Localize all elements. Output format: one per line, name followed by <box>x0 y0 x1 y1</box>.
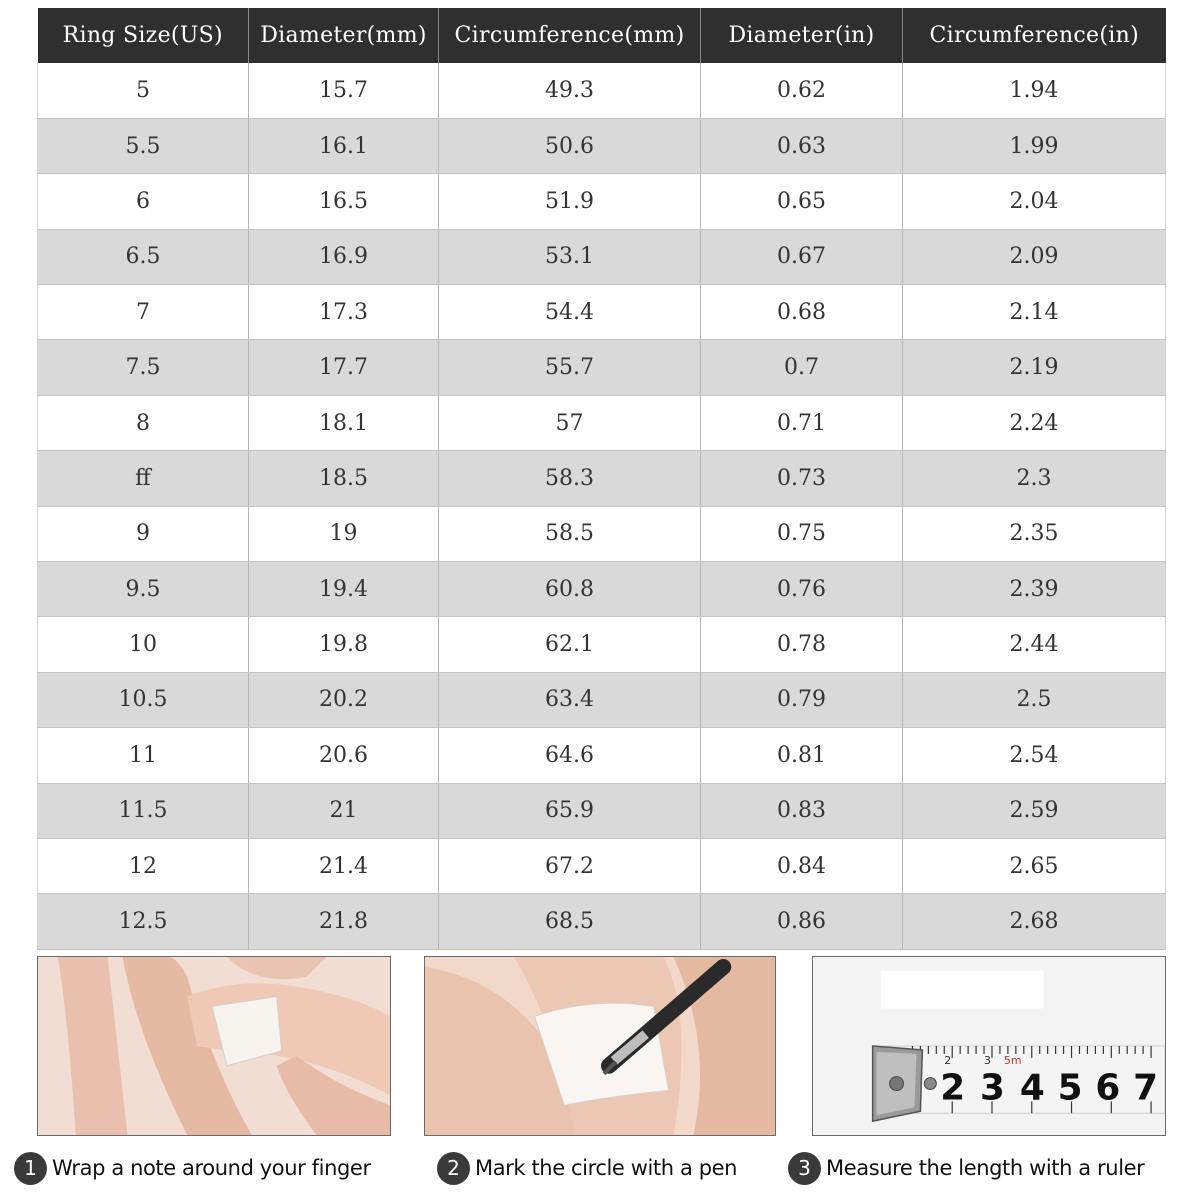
tape-digit: 3 <box>980 1067 1005 1109</box>
header-diameter-in: Diameter(in) <box>701 8 903 63</box>
cell-diameter-mm: 16.9 <box>249 229 439 284</box>
table-row <box>38 229 1166 284</box>
cell-diameter-in: 0.63 <box>701 118 903 173</box>
cell-diameter-in: 0.84 <box>701 838 903 893</box>
cell-circumference-in: 2.5 <box>903 672 1166 727</box>
table-row <box>38 506 1166 561</box>
table-row <box>38 285 1166 340</box>
tape-digit: 4 <box>1019 1067 1045 1109</box>
table-row <box>38 783 1166 838</box>
cell-ring-size: 5 <box>38 63 249 118</box>
cell-diameter-in: 0.68 <box>701 285 903 340</box>
step-2-photo <box>424 956 776 1136</box>
cell-circumference-in: 2.04 <box>903 174 1166 229</box>
pen-marking-illustration <box>425 957 775 1135</box>
cell-circumference-in: 2.54 <box>903 728 1166 783</box>
cell-ring-size: 11 <box>38 728 249 783</box>
tape-small-mark: 3 <box>984 1053 991 1067</box>
cell-diameter-mm: 19 <box>249 506 439 561</box>
cell-diameter-mm: 15.7 <box>249 63 439 118</box>
cell-circumference-mm: 55.7 <box>439 340 701 395</box>
cell-ring-size: 5.5 <box>38 118 249 173</box>
cell-circumference-mm: 64.6 <box>439 728 701 783</box>
cell-circumference-mm: 62.1 <box>439 617 701 672</box>
cell-ring-size: 10 <box>38 617 249 672</box>
cell-circumference-mm: 63.4 <box>439 672 701 727</box>
tape-digit: 7 <box>1133 1067 1159 1109</box>
cell-circumference-in: 2.44 <box>903 617 1166 672</box>
step-1-caption <box>14 1150 371 1186</box>
step-3-caption <box>788 1150 1144 1186</box>
cell-diameter-in: 0.65 <box>701 174 903 229</box>
step-1-text: Wrap a note around your finger <box>52 1156 371 1180</box>
table-row <box>38 63 1166 118</box>
cell-circumference-in: 2.19 <box>903 340 1166 395</box>
cell-diameter-mm: 19.4 <box>249 562 439 617</box>
step-2-text: Mark the circle with a pen <box>475 1156 738 1180</box>
cell-circumference-mm: 58.3 <box>439 451 701 506</box>
cell-circumference-in: 2.14 <box>903 285 1166 340</box>
cell-diameter-mm: 16.1 <box>249 118 439 173</box>
cell-circumference-mm: 67.2 <box>439 838 701 893</box>
cell-circumference-mm: 58.5 <box>439 506 701 561</box>
cell-diameter-in: 0.67 <box>701 229 903 284</box>
cell-diameter-in: 0.83 <box>701 783 903 838</box>
cell-ring-size: 9.5 <box>38 562 249 617</box>
cell-ring-size: 11.5 <box>38 783 249 838</box>
cell-circumference-in: 2.3 <box>903 451 1166 506</box>
tape-small-mark: 5m <box>1003 1053 1022 1067</box>
header-circumference-in: Circumference(in) <box>903 8 1166 63</box>
cell-diameter-in: 0.79 <box>701 672 903 727</box>
cell-diameter-mm: 20.6 <box>249 728 439 783</box>
table-header-row <box>38 8 1166 63</box>
cell-ring-size: 9 <box>38 506 249 561</box>
cell-diameter-mm: 20.2 <box>249 672 439 727</box>
step-3-photo <box>812 956 1166 1136</box>
cell-circumference-in: 2.24 <box>903 395 1166 450</box>
cell-diameter-mm: 21 <box>249 783 439 838</box>
cell-diameter-in: 0.81 <box>701 728 903 783</box>
cell-circumference-mm: 68.5 <box>439 894 701 949</box>
cell-circumference-in: 1.94 <box>903 63 1166 118</box>
cell-diameter-in: 0.86 <box>701 894 903 949</box>
cell-circumference-in: 2.59 <box>903 783 1166 838</box>
cell-circumference-mm: 53.1 <box>439 229 701 284</box>
cell-circumference-mm: 50.6 <box>439 118 701 173</box>
table-row <box>38 118 1166 173</box>
step-1-photo <box>37 956 391 1136</box>
cell-ring-size: 7 <box>38 285 249 340</box>
cell-diameter-in: 0.75 <box>701 506 903 561</box>
cell-diameter-in: 0.71 <box>701 395 903 450</box>
cell-circumference-in: 2.65 <box>903 838 1166 893</box>
cell-diameter-mm: 21.8 <box>249 894 439 949</box>
tape-digit: 2 <box>940 1067 966 1109</box>
cell-circumference-mm: 54.4 <box>439 285 701 340</box>
cell-circumference-in: 2.35 <box>903 506 1166 561</box>
cell-ring-size: ff <box>38 451 249 506</box>
cell-circumference-mm: 65.9 <box>439 783 701 838</box>
step-1-number-badge: 1 <box>14 1152 47 1185</box>
tape-digit: 6 <box>1095 1067 1121 1109</box>
cell-circumference-in: 2.09 <box>903 229 1166 284</box>
cell-diameter-mm: 16.5 <box>249 174 439 229</box>
cell-diameter-mm: 17.7 <box>249 340 439 395</box>
cell-ring-size: 12.5 <box>38 894 249 949</box>
step-3-number-badge: 3 <box>788 1152 821 1185</box>
cell-circumference-mm: 51.9 <box>439 174 701 229</box>
cell-circumference-in: 2.68 <box>903 894 1166 949</box>
cell-ring-size: 6.5 <box>38 229 249 284</box>
cell-diameter-mm: 19.8 <box>249 617 439 672</box>
cell-ring-size: 6 <box>38 174 249 229</box>
tape-digit: 5 <box>1057 1067 1083 1109</box>
header-diameter-mm: Diameter(mm) <box>249 8 439 63</box>
cell-ring-size: 12 <box>38 838 249 893</box>
cell-diameter-in: 0.62 <box>701 63 903 118</box>
step-2-number-badge: 2 <box>437 1152 470 1185</box>
table-row <box>38 395 1166 450</box>
cell-ring-size: 8 <box>38 395 249 450</box>
table-row <box>38 340 1166 395</box>
cell-diameter-mm: 18.1 <box>249 395 439 450</box>
table-row <box>38 617 1166 672</box>
ring-size-table <box>37 8 1166 950</box>
cell-circumference-mm: 57 <box>439 395 701 450</box>
header-ring-size: Ring Size(US) <box>38 8 249 63</box>
table-row <box>38 672 1166 727</box>
cell-ring-size: 7.5 <box>38 340 249 395</box>
cell-circumference-mm: 49.3 <box>439 63 701 118</box>
step-3-text: Measure the length with a ruler <box>826 1156 1145 1180</box>
tape-measure-illustration <box>813 957 1165 1135</box>
tape-small-mark: 2 <box>944 1053 952 1067</box>
cell-diameter-in: 0.76 <box>701 562 903 617</box>
step-2-caption <box>437 1150 737 1186</box>
hand-wrapping-paper-illustration <box>38 957 390 1135</box>
table-row <box>38 838 1166 893</box>
cell-diameter-mm: 18.5 <box>249 451 439 506</box>
cell-diameter-mm: 17.3 <box>249 285 439 340</box>
table-row <box>38 894 1166 949</box>
table-row <box>38 562 1166 617</box>
table-body <box>38 63 1166 949</box>
cell-circumference-in: 1.99 <box>903 118 1166 173</box>
table-row <box>38 174 1166 229</box>
cell-diameter-in: 0.73 <box>701 451 903 506</box>
cell-ring-size: 10.5 <box>38 672 249 727</box>
cell-diameter-in: 0.7 <box>701 340 903 395</box>
table-row <box>38 728 1166 783</box>
table-row <box>38 451 1166 506</box>
cell-diameter-in: 0.78 <box>701 617 903 672</box>
header-circumference-mm: Circumference(mm) <box>439 8 701 63</box>
cell-circumference-in: 2.39 <box>903 562 1166 617</box>
cell-diameter-mm: 21.4 <box>249 838 439 893</box>
cell-circumference-mm: 60.8 <box>439 562 701 617</box>
